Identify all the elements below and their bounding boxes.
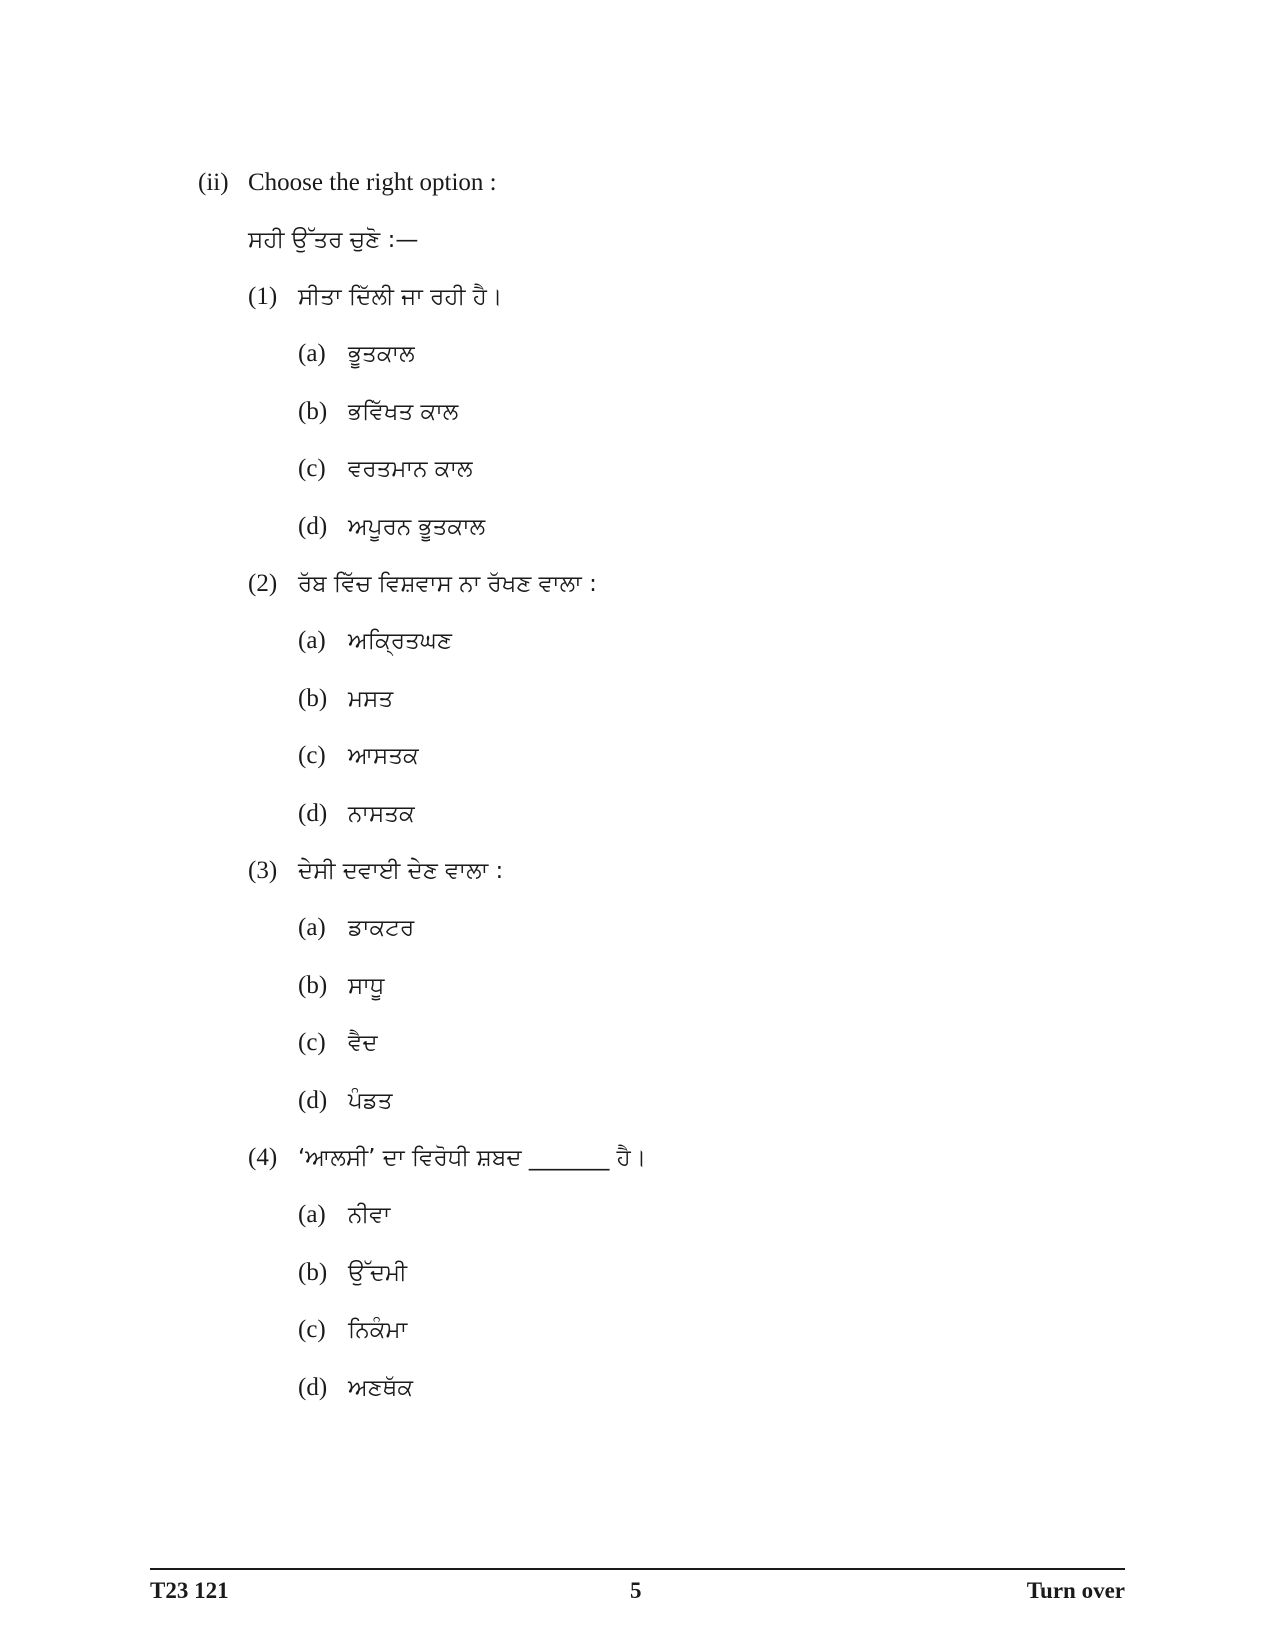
option-letter: (d) [298,513,328,540]
option-letter: (b) [298,398,328,425]
option-letter: (a) [298,914,326,941]
question-number: (4) [248,1144,278,1171]
footer-divider [150,1568,1125,1570]
option-letter: (d) [298,1087,328,1114]
option-text: ਪੰਡਤ [348,1088,393,1114]
option-text: ਭੂਤਕਾਲ [348,341,415,367]
question-text: ਰੱਬ ਵਿੱਚ ਵਿਸ਼ਵਾਸ ਨਾ ਰੱਖਣ ਵਾਲਾ : [298,571,597,597]
question-number: (2) [248,570,278,597]
option-text: ਭਵਿੱਖਤ ਕਾਲ [348,399,459,425]
page-number: 5 [630,1578,642,1603]
paper-code: T23 121 [150,1578,229,1603]
option-letter: (a) [298,1201,326,1228]
option-letter: (b) [298,972,328,999]
option-letter: (a) [298,627,326,654]
option-letter: (d) [298,1374,328,1401]
question-text: ਸੀਤਾ ਦਿੱਲੀ ਜਾ ਰਹੀ ਹੈ। [298,284,503,310]
option-text: ਨੀਵਾ [348,1202,391,1228]
option-text: ਡਾਕਟਰ [348,915,415,941]
option-text: ਨਾਸਤਕ [348,801,415,827]
option-text: ਨਿਕੰਮਾ [348,1317,408,1343]
question-text: ਦੇਸੀ ਦਵਾਈ ਦੇਣ ਵਾਲਾ : [298,858,504,884]
question-number: (3) [248,857,278,884]
option-letter: (c) [298,455,326,482]
option-letter: (a) [298,340,326,367]
option-letter: (d) [298,800,328,827]
option-letter: (c) [298,1316,326,1343]
instruction-english: Choose the right option : [248,169,497,196]
option-text: ਅਕ੍ਰਿਤਘਣ [348,628,452,654]
question-number: (1) [248,283,278,310]
option-text: ਵੈਦ [348,1030,378,1056]
question-text: ‘ਆਲਸੀ’ ਦਾ ਵਿਰੋਧੀ ਸ਼ਬਦ _______ ਹੈ। [298,1145,647,1171]
option-text: ਅਣਥੱਕ [348,1375,414,1401]
option-letter: (c) [298,742,326,769]
turn-over-note: Turn over [1026,1578,1125,1603]
option-letter: (b) [298,685,328,712]
option-text: ਆਸਤਕ [348,743,419,769]
instruction-punjabi: ਸਹੀ ਉੱਤਰ ਚੁਣੋ :— [248,227,419,253]
option-letter: (c) [298,1029,326,1056]
option-text: ਸਾਧੂ [348,973,385,999]
option-text: ਅਪੂਰਨ ਭੂਤਕਾਲ [348,514,486,540]
option-text: ਵਰਤਮਾਨ ਕਾਲ [348,456,473,482]
option-text: ਉੱਦਮੀ [348,1260,408,1286]
section-label: (ii) [198,169,229,196]
option-letter: (b) [298,1259,328,1286]
option-text: ਮਸਤ [348,686,394,712]
